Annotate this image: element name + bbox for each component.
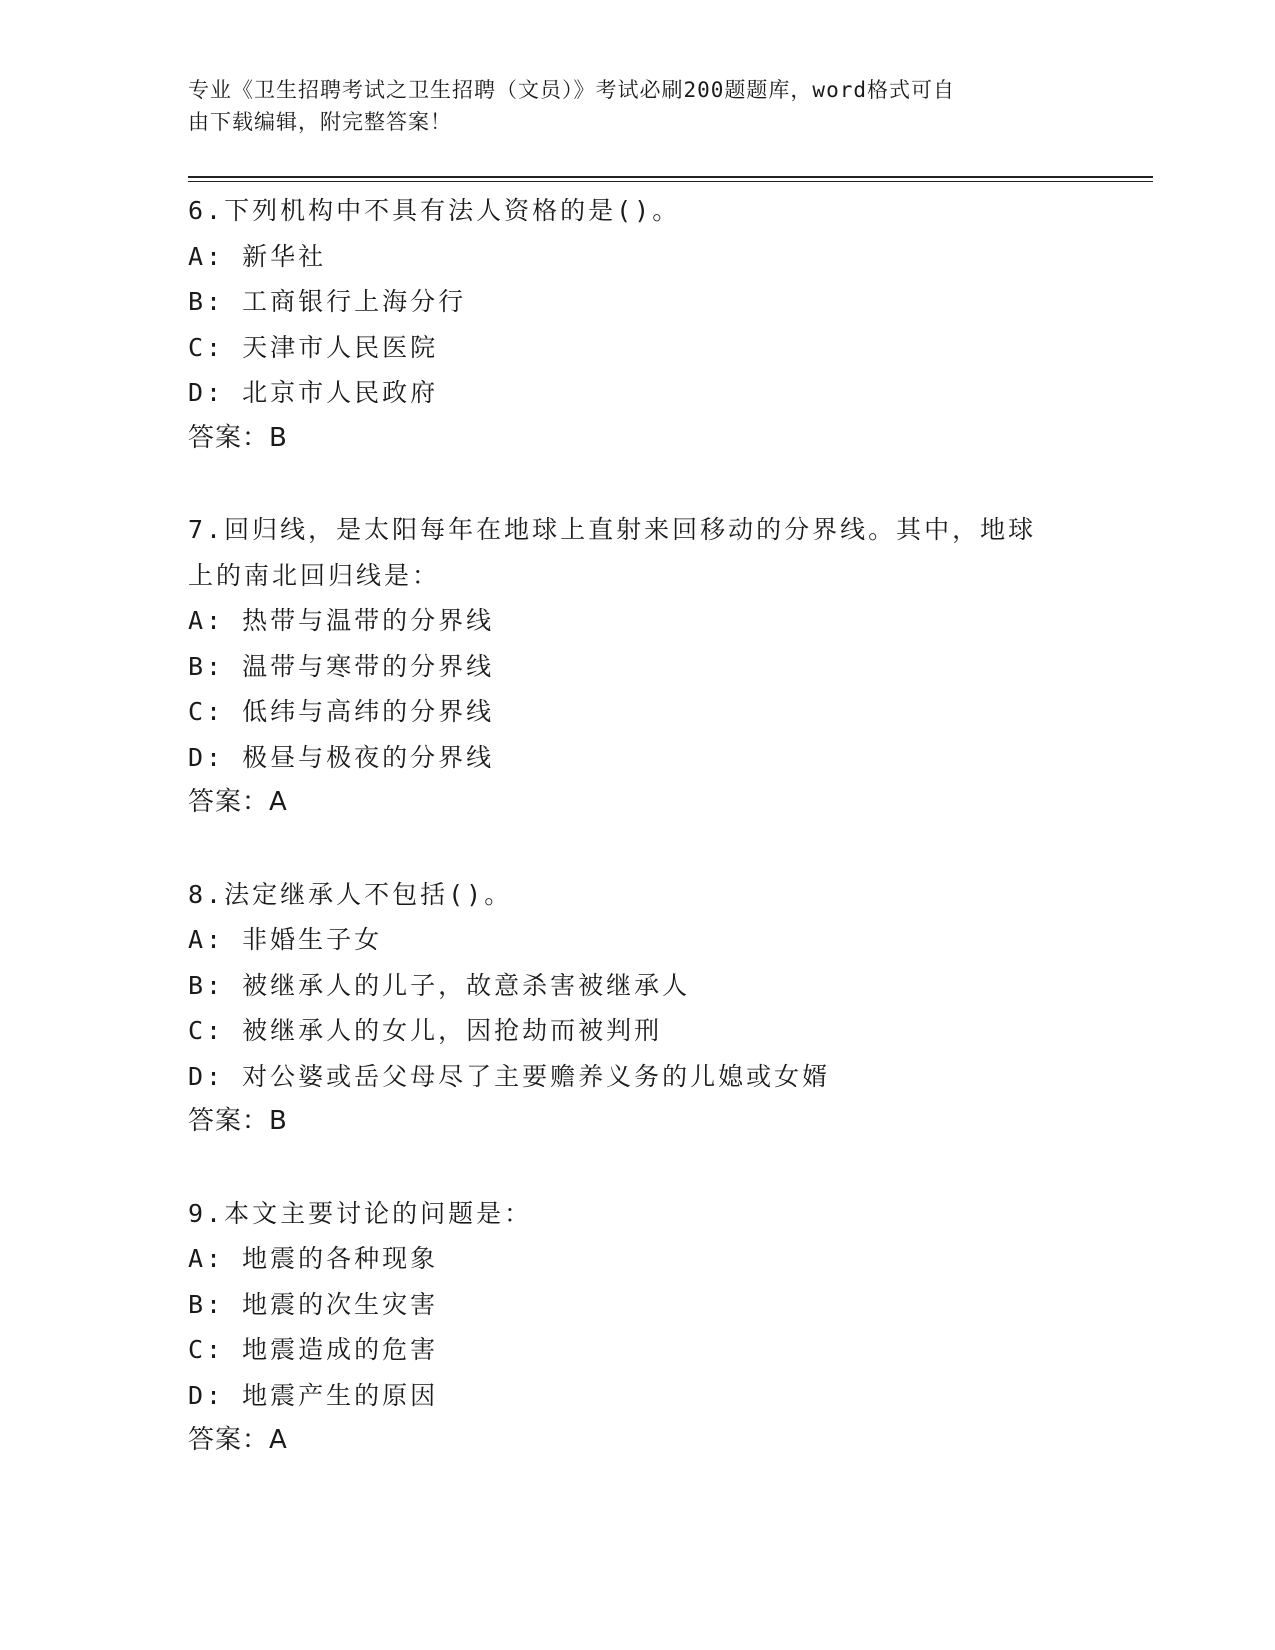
option-b: B: 工商银行上海分行 xyxy=(188,287,467,316)
question-9 xyxy=(188,1191,1088,1464)
option-d: D: 地震产生的原因 xyxy=(188,1380,439,1410)
answer-label: 答案：A xyxy=(188,787,288,817)
option-a: A: 非婚生子女 xyxy=(188,925,383,954)
option-c: C: 低纬与高纬的分界线 xyxy=(188,697,495,726)
option-d: D: 北京市人民政府 xyxy=(188,378,439,407)
option-c: C: 天津市人民医院 xyxy=(188,332,439,362)
document-header xyxy=(188,74,1068,138)
answer-label: 答案：B xyxy=(188,422,288,453)
question-stem: 6.下列机构中不具有法人资格的是()。 xyxy=(188,196,681,225)
question-8 xyxy=(188,872,1088,1145)
question-6 xyxy=(188,188,1088,461)
option-b: B: 地震的次生灾害 xyxy=(188,1289,439,1319)
option-d: D: 对公婆或岳父母尽了主要赡养义务的儿媳或女婿 xyxy=(188,1061,831,1091)
option-b: B: 被继承人的儿子，故意杀害被继承人 xyxy=(188,970,691,1000)
question-stem-cont: 上的南北回归线是： xyxy=(188,560,441,590)
answer-label: 答案：A xyxy=(188,1425,288,1455)
option-d: D: 极昼与极夜的分界线 xyxy=(188,742,495,772)
option-c: C: 被继承人的女儿，因抢劫而被判刑 xyxy=(188,1016,663,1045)
option-a: A: 新华社 xyxy=(188,241,327,271)
header-divider xyxy=(188,176,1153,178)
question-stem: 7.回归线，是太阳每年在地球上直射来回移动的分界线。其中，地球 xyxy=(188,515,1037,544)
header-line-2: 由下载编辑，附完整答案！ xyxy=(188,110,452,134)
question-7 xyxy=(188,507,1088,826)
answer-label: 答案：B xyxy=(188,1106,288,1136)
option-b: B: 温带与寒带的分界线 xyxy=(188,651,495,681)
header-divider-thin xyxy=(188,181,1153,182)
header-line-1: 专业《卫生招聘考试之卫生招聘（文员）》考试必刷200题题库，word格式可自 xyxy=(188,78,955,102)
option-a: A: 地震的各种现象 xyxy=(188,1244,439,1273)
option-c: C: 地震造成的危害 xyxy=(188,1335,439,1364)
question-list xyxy=(188,188,1088,1510)
question-stem: 8.法定继承人不包括()。 xyxy=(188,879,513,909)
option-a: A: 热带与温带的分界线 xyxy=(188,606,495,635)
question-stem: 9.本文主要讨论的问题是： xyxy=(188,1198,533,1228)
